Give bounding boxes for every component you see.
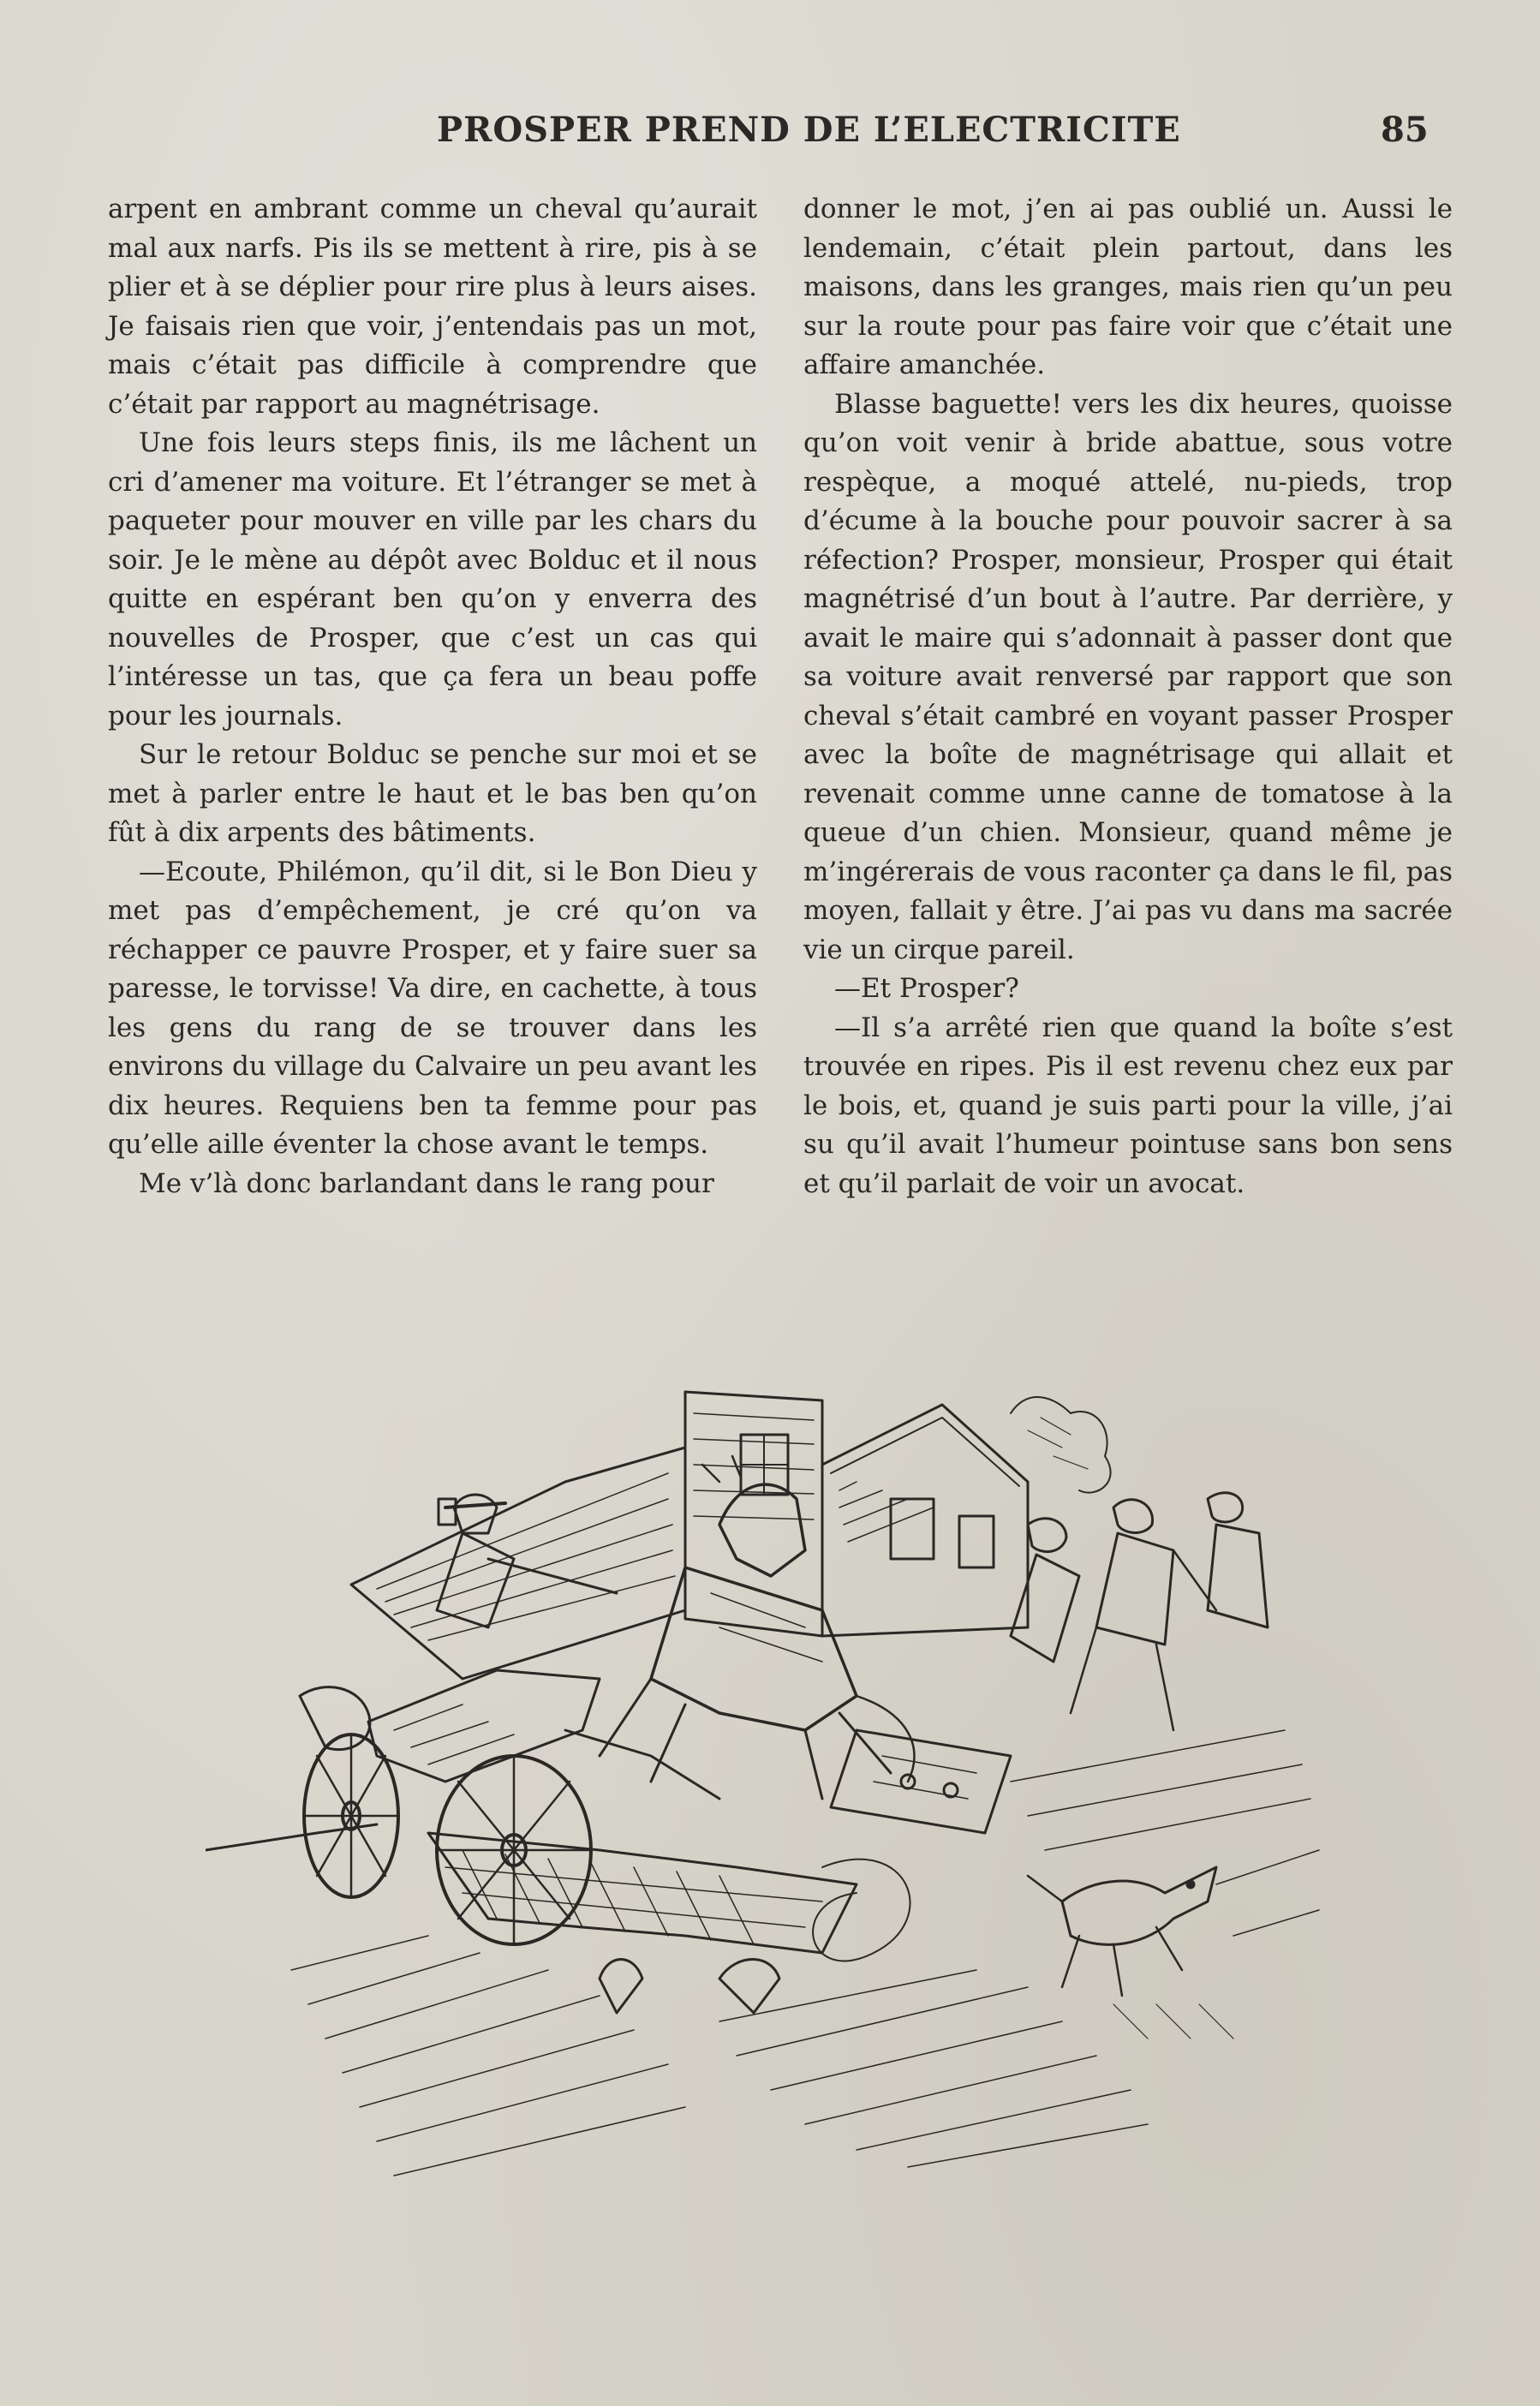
falling-man bbox=[206, 1670, 719, 1850]
paragraph: donner le mot, j’en ai pas oublié un. Aussi le lendemain, c’était plein partout, dans les maisons, dans les granges, mais rien qu’un peu sur la route pour pas faire voir que c’était une affaire amanchée. bbox=[803, 194, 1453, 380]
text-column-right bbox=[803, 190, 1453, 1203]
ground-hatching bbox=[291, 1730, 1319, 2176]
driver-figure bbox=[437, 1495, 617, 1627]
running-head bbox=[0, 110, 1540, 152]
paragraph: arpent en ambrant comme un cheval qu’aurait mal aux narfs. Pis ils se mettent à rire, pis à se plier et à se déplier pour rire plus à leurs aises. Je faisais rien que voir, j’entendais pas un mot, mais c’était pas difficile à comprendre que c’était par rapport au magnétrisage. bbox=[108, 194, 757, 420]
illustration-runaway-horse bbox=[206, 1353, 1336, 2210]
paragraph: —Ecoute, Philémon, qu’il dit, si le Bon Dieu y met pas d’empêchement, je cré qu’on va réchapper ce pauvre Prosper, et y faire suer sa paresse, le torvisse! Va dire, en cachette, à tous les gens du rang de se trouver dans les environs du village du Calvaire un peu avant les dix heures. Requiens ben ta femme pour pas qu’elle aille éventer la chose avant le temps. bbox=[108, 856, 757, 1160]
paragraph: Une fois leurs steps finis, ils me lâchent un cri d’amener ma voiture. Et l’étranger se met à paqueter pour mouver en ville par les chars du soir. Je le mène au dépôt avec Bolduc et il nous quitte en espérant ben qu’on y enverra des nouvelles de Prosper, que c’est un cas qui l’intéresse un tas, que ça fera un beau poffe pour les journals. bbox=[108, 427, 757, 731]
dog bbox=[1028, 1867, 1216, 1996]
magnetizing-box bbox=[831, 1730, 1011, 1833]
building-right bbox=[822, 1405, 1028, 1636]
paragraph: —Il s’a arrêté rien que quand la boîte s’est trouvée en ripes. Pis il est revenu chez eux par le bois, et, quand je suis parti pour la ville, j’ai su qu’il avait l’humeur pointuse sans bon sens et qu’il parlait de voir un avocat. bbox=[803, 1012, 1453, 1199]
cart-wheel-right bbox=[437, 1756, 591, 1944]
building-center bbox=[685, 1392, 822, 1636]
paragraph: Blasse baguette! vers les dix heures, quoisse qu’on voit venir à bride abattue, sous votre respèque, a moqué attelé, nu-pieds, trop d’écume à la bouche pour pouvoir sacrer à sa réfection? Prosper, monsieur, Prosper qui était magnétrisé d’un bout à l’autre. Par derrière, y avait le maire qui s’adonnait à passer dont que sa voiture avait renversé par rapport que son cheval s’était cambré en voyant passer Prosper avec la boîte de magnétrisage qui allait et revenait comme unne canne de tomatose à la queue d’un chien. Monsieur, quand même je m’ingérerais de vous raconter ça dans le fil, pas moyen, fallait y être. J’ai pas vu dans ma sacrée vie un cirque pareil. bbox=[803, 388, 1453, 965]
page-title: PROSPER PREND DE L’ELECTRICITE bbox=[437, 110, 1181, 150]
prosper-figure bbox=[428, 1833, 857, 2013]
crowd bbox=[1011, 1493, 1268, 1730]
paragraph: Sur le retour Bolduc se penche sur moi et se met à parler entre le haut et le bas ben qu’on fût à dix arpents des bâtiments. bbox=[108, 739, 757, 848]
paragraph: —Et Prosper? bbox=[834, 973, 1019, 1004]
rope bbox=[813, 1860, 910, 1961]
building-left bbox=[351, 1448, 685, 1679]
text-column-left bbox=[108, 190, 757, 1203]
paragraph: Me v’là donc barlandant dans le rang pour bbox=[139, 1167, 714, 1199]
page-number: 85 bbox=[1381, 110, 1429, 150]
